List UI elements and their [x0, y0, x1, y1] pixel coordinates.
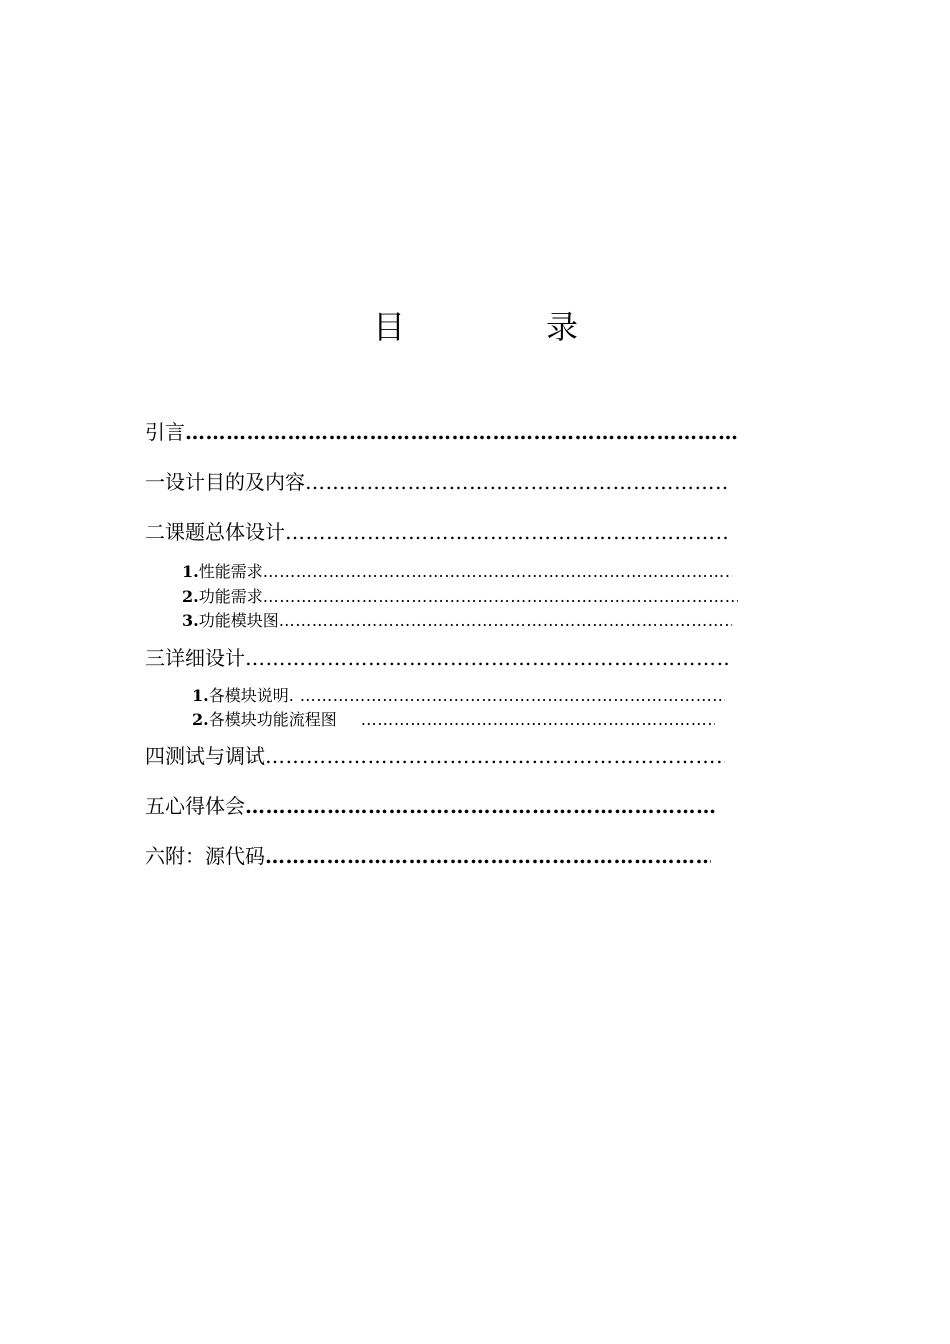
toc-entry-intro[interactable] [145, 418, 740, 446]
toc-section-number: 一 [145, 470, 165, 494]
toc-leader-dots [245, 644, 728, 672]
toc-label: 心得体会 [165, 794, 245, 818]
toc-label: 功能模块图 [198, 611, 279, 630]
toc-label: 引言 [145, 420, 185, 444]
toc-section-number: 四 [145, 744, 165, 768]
title-char-lu: 录 [546, 308, 579, 346]
page-title [0, 305, 950, 355]
toc-label: 功能需求 [198, 587, 263, 606]
toc-subsection-number: 2. [192, 710, 209, 729]
toc-subsection-number: 1. [182, 562, 199, 581]
toc-entry-section-1[interactable] [145, 468, 730, 496]
toc-leader-dots [285, 518, 727, 546]
toc-label: 各模块功能流程图 [208, 710, 337, 729]
toc-leader-dots [279, 610, 732, 632]
toc-label: 详细设计 [165, 646, 245, 670]
toc-subsection-number: 3. [182, 611, 199, 630]
toc-entry-2-3[interactable] [182, 610, 732, 632]
toc-leader-dots [263, 561, 732, 583]
toc-section-number: 三 [145, 646, 165, 670]
toc-leader-dots [361, 709, 715, 731]
toc-entry-3-1[interactable] [192, 685, 725, 707]
toc-entry-3-2[interactable] [192, 709, 715, 731]
toc-entry-section-3[interactable] [145, 644, 728, 672]
toc-section-number: 二 [145, 520, 165, 544]
toc-entry-section-6[interactable] [145, 842, 711, 870]
toc-leader-dots [300, 685, 725, 707]
toc-leader-dots [265, 842, 711, 870]
toc-leader-dots [185, 418, 740, 446]
toc-subsection-number: 1. [192, 686, 209, 705]
toc-entry-section-4[interactable] [145, 742, 725, 770]
toc-entry-2-2[interactable] [182, 586, 738, 608]
toc-label: 测试与调试 [165, 744, 265, 768]
title-char-mu: 目 [373, 308, 406, 346]
toc-label: 附：源代码 [165, 844, 265, 868]
toc-leader-dots [263, 586, 738, 608]
toc-label: 课题总体设计 [165, 520, 285, 544]
toc-leader-dots [245, 792, 715, 820]
toc-section-number: 五 [145, 794, 165, 818]
toc-leader-dots [305, 468, 730, 496]
toc-entry-section-2[interactable] [145, 518, 727, 546]
toc-label: 设计目的及内容 [165, 470, 305, 494]
toc-entry-section-5[interactable] [145, 792, 715, 820]
toc-section-number: 六 [145, 844, 165, 868]
toc-leader-dots [265, 742, 725, 770]
toc-entry-2-1[interactable] [182, 561, 732, 583]
toc-label: 各模块说明. [208, 686, 294, 705]
toc-label: 性能需求 [198, 562, 263, 581]
toc-subsection-number: 2. [182, 587, 199, 606]
